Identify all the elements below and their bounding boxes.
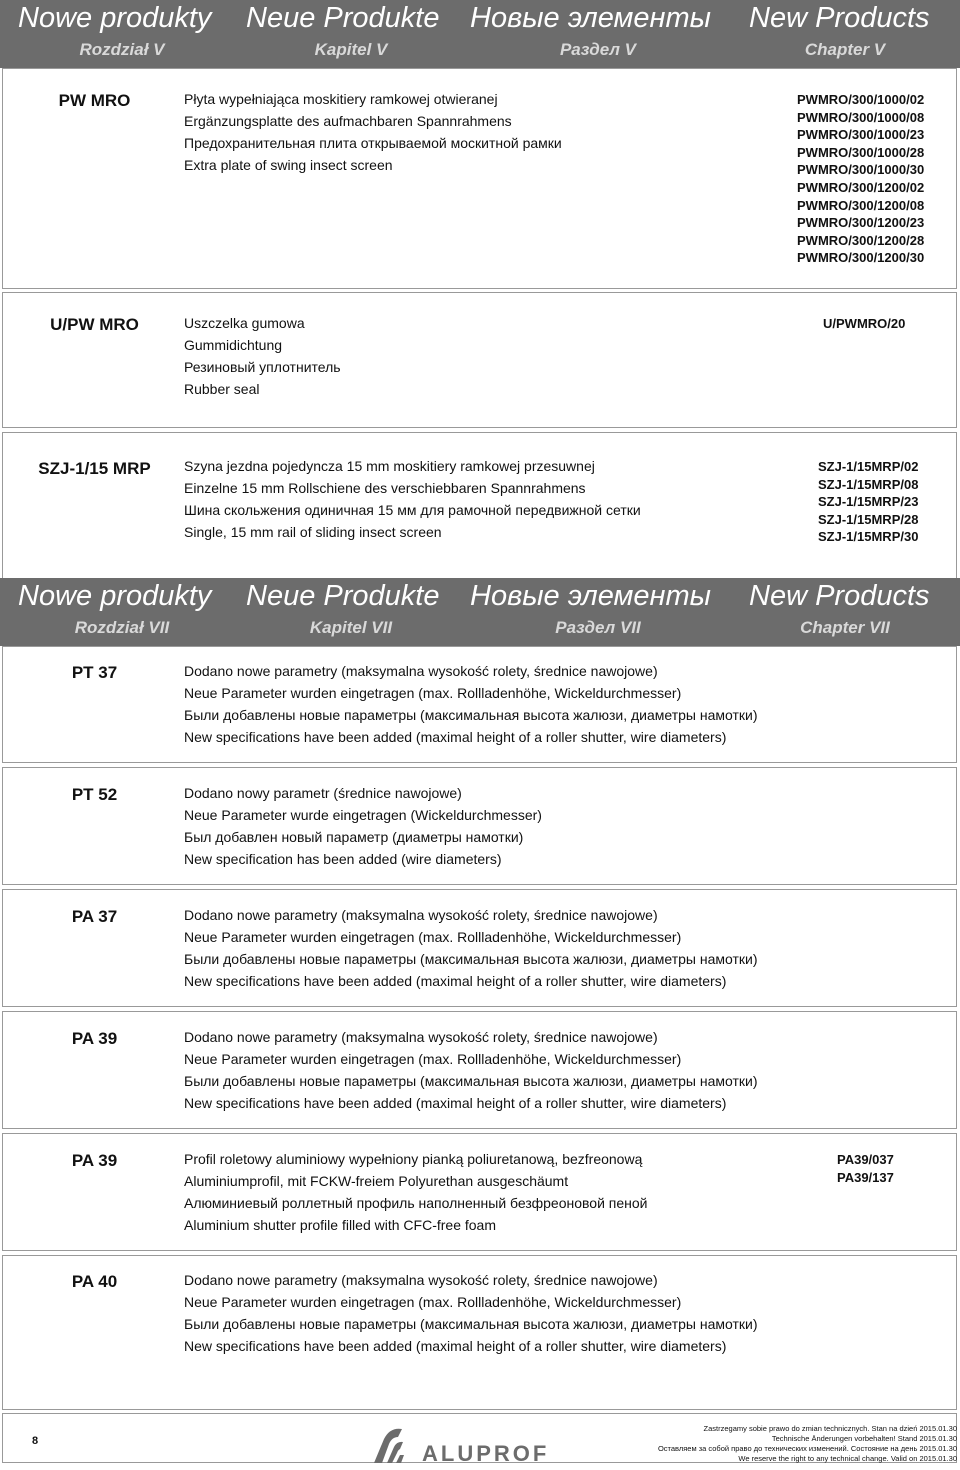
product-row	[2, 767, 957, 885]
desc-de: Neue Parameter wurden eingetragen (max. Rollladenhöhe, Wickeldurchmesser)	[184, 685, 682, 701]
article-code: PWMRO/300/1200/23	[797, 215, 925, 231]
product-row	[2, 889, 957, 1007]
product-description	[184, 88, 562, 176]
desc-pl: Szyna jezdna pojedyncza 15 mm moskitiery ramkowej przesuwnej	[184, 458, 595, 474]
product-row	[2, 1133, 957, 1251]
desc-pl: Dodano nowe parametry (maksymalna wysokość rolety, średnice nawojowe)	[184, 1029, 658, 1045]
aluprof-logo-icon	[370, 1425, 580, 1465]
product-description	[184, 1148, 648, 1236]
desc-ru: Были добавлены новые параметры (максимальная высота жалюзи, диаметры намотки)	[184, 951, 758, 967]
header-title-pl: Nowe produkty	[18, 580, 212, 612]
article-codes	[837, 1151, 894, 1186]
article-code: PWMRO/300/1000/08	[797, 109, 925, 125]
desc-en: New specifications have been added (maximal height of a roller shutter, wire diameters)	[184, 729, 727, 745]
desc-de: Ergänzungsplatte des aufmachbaren Spannrahmens	[184, 113, 512, 129]
product-description	[184, 1026, 758, 1114]
aluprof-logo	[370, 1425, 580, 1465]
product-row	[2, 68, 957, 289]
product-row	[2, 1255, 957, 1410]
section-header-chapter-5	[0, 0, 960, 68]
desc-en: Aluminium shutter profile filled with CFC-free foam	[184, 1217, 496, 1233]
desc-pl: Profil roletowy aluminiowy wypełniony pianką poliuretanową, bezfreonową	[184, 1151, 643, 1167]
article-codes	[823, 315, 905, 333]
product-code: PA 39	[71, 1029, 118, 1048]
desc-ru: Алюминиевый роллетный профиль наполненный безфреоновой пеной	[184, 1195, 648, 1211]
header-subtitle-pl: Rozdział VII	[74, 618, 170, 637]
desc-pl: Dodano nowe parametry (maksymalna wysokość rolety, średnice nawojowe)	[184, 663, 658, 679]
legal-pl: Zastrzegamy sobie prawo do zmian technicznych. Stan na dzień 2015.01.30	[703, 1424, 957, 1433]
desc-ru: Были добавлены новые параметры (максимальная высота жалюзи, диаметры намотки)	[184, 707, 758, 723]
header-subtitle-de: Kapitel VII	[309, 618, 393, 637]
article-code: PWMRO/300/1000/28	[797, 144, 925, 160]
article-code: PWMRO/300/1000/23	[797, 127, 925, 143]
header-subtitle-ru: Раздел VII	[555, 618, 641, 637]
header-title-ru: Новые элементы	[470, 2, 711, 34]
article-code: PWMRO/300/1200/08	[797, 197, 925, 213]
header-title-pl: Nowe produkty	[18, 2, 212, 34]
legal-en: We reserve the right to any technical change. Valid on 2015.01.30	[738, 1454, 957, 1463]
header-title-en: New Products	[749, 580, 930, 612]
product-code: U/PW MRO	[50, 315, 139, 334]
product-code: PT 52	[71, 785, 118, 804]
header-title-ru: Новые элементы	[470, 580, 711, 612]
product-description	[184, 904, 758, 992]
desc-en: New specifications have been added (maximal height of a roller shutter, wire diameters)	[184, 1095, 727, 1111]
article-code: PWMRO/300/1200/30	[797, 250, 925, 266]
desc-de: Aluminiumprofil, mit FCKW-freiem Polyurethan ausgeschäumt	[184, 1173, 569, 1189]
article-code: PWMRO/300/1200/02	[797, 179, 925, 195]
header-subtitle-pl: Rozdział V	[79, 40, 165, 59]
product-code: PA 40	[71, 1272, 118, 1291]
article-code: PWMRO/300/1000/30	[797, 162, 925, 178]
desc-ru: Предохранительная плита открываемой москитной рамки	[184, 135, 562, 151]
product-code: PA 37	[71, 907, 118, 926]
desc-ru: Были добавлены новые параметры (максимальная высота жалюзи, диаметры намотки)	[184, 1316, 758, 1332]
product-row	[2, 432, 957, 578]
header-subtitle-de: Kapitel V	[314, 40, 388, 59]
header-title-de: Neue Produkte	[246, 2, 440, 34]
page-number: 8	[32, 1435, 39, 1447]
desc-en: Extra plate of swing insect screen	[184, 157, 393, 173]
article-code: SZJ-1/15MRP/30	[818, 529, 919, 545]
header-subtitle-en: Chapter V	[804, 40, 886, 59]
article-code: PA39/137	[837, 1169, 894, 1185]
desc-pl: Dodano nowe parametry (maksymalna wysokość rolety, średnice nawojowe)	[184, 1272, 658, 1288]
article-code: PWMRO/300/1000/02	[797, 92, 925, 107]
header-title-en: New Products	[749, 2, 930, 34]
desc-ru: Шина скольжения одиничная 15 мм для рамочной передвижной сетки	[184, 502, 641, 518]
product-row	[2, 646, 957, 763]
article-code: U/PWMRO/20	[823, 316, 906, 331]
product-code: PW MRO	[58, 91, 131, 110]
legal-notice	[658, 1424, 957, 1464]
article-code: PWMRO/300/1200/28	[797, 232, 925, 248]
article-code: SZJ-1/15MRP/28	[818, 511, 919, 527]
desc-ru: Были добавлены новые параметры (максимальная высота жалюзи, диаметры намотки)	[184, 1073, 758, 1089]
desc-de: Neue Parameter wurden eingetragen (max. Rollladenhöhe, Wickeldurchmesser)	[184, 929, 682, 945]
product-code: PA 39	[71, 1151, 118, 1170]
legal-de: Technische Änderungen vorbehalten! Stand 2015.01.30	[771, 1434, 957, 1443]
desc-en: New specifications have been added (maximal height of a roller shutter, wire diameters)	[184, 973, 727, 989]
article-code: PA39/037	[837, 1152, 894, 1167]
legal-ru: Оставляем за собой право до технических изменений. Состояние на день 2015.01.30	[657, 1444, 957, 1453]
desc-de: Einzelne 15 mm Rollschiene des verschiebbaren Spannrahmens	[184, 480, 586, 496]
article-codes	[818, 458, 918, 546]
product-row	[2, 1011, 957, 1129]
desc-pl: Dodano nowe parametry (maksymalna wysokość rolety, średnice nawojowe)	[184, 907, 658, 923]
desc-de: Neue Parameter wurde eingetragen (Wickeldurchmesser)	[184, 807, 542, 823]
product-description	[184, 312, 341, 400]
desc-en: Single, 15 mm rail of sliding insect screen	[184, 524, 442, 540]
article-code: SZJ-1/15MRP/02	[818, 459, 919, 474]
section-header-chapter-7	[0, 578, 960, 646]
desc-pl: Dodano nowy parametr (średnice nawojowe)	[184, 785, 462, 801]
desc-de: Neue Parameter wurden eingetragen (max. Rollladenhöhe, Wickeldurchmesser)	[184, 1051, 682, 1067]
desc-en: New specification has been added (wire diameters)	[184, 851, 502, 867]
header-title-de: Neue Produkte	[246, 580, 440, 612]
desc-pl: Uszczelka gumowa	[184, 315, 305, 331]
product-code: PT 37	[71, 663, 118, 682]
desc-ru: Резиновый уплотнитель	[184, 359, 341, 375]
desc-en: Rubber seal	[184, 381, 260, 397]
article-codes	[797, 91, 924, 267]
header-subtitle-en: Chapter VII	[800, 618, 890, 637]
product-code: SZJ-1/15 MRP	[38, 459, 151, 478]
desc-de: Gummidichtung	[184, 337, 283, 353]
product-description	[184, 1269, 758, 1357]
product-description	[184, 782, 542, 870]
product-description	[184, 660, 758, 748]
article-code: SZJ-1/15MRP/08	[818, 476, 919, 492]
desc-pl: Płyta wypełniająca moskitiery ramkowej otwieranej	[184, 91, 498, 107]
article-code: SZJ-1/15MRP/23	[818, 494, 919, 510]
desc-ru: Был добавлен новый параметр (диаметры намотки)	[184, 829, 524, 845]
product-row	[2, 292, 957, 428]
brand-name: ALUPROF	[422, 1441, 550, 1465]
desc-en: New specifications have been added (maximal height of a roller shutter, wire diameters)	[184, 1338, 727, 1354]
product-description	[184, 455, 641, 543]
header-subtitle-ru: Раздел V	[559, 40, 637, 59]
desc-de: Neue Parameter wurden eingetragen (max. Rollladenhöhe, Wickeldurchmesser)	[184, 1294, 682, 1310]
